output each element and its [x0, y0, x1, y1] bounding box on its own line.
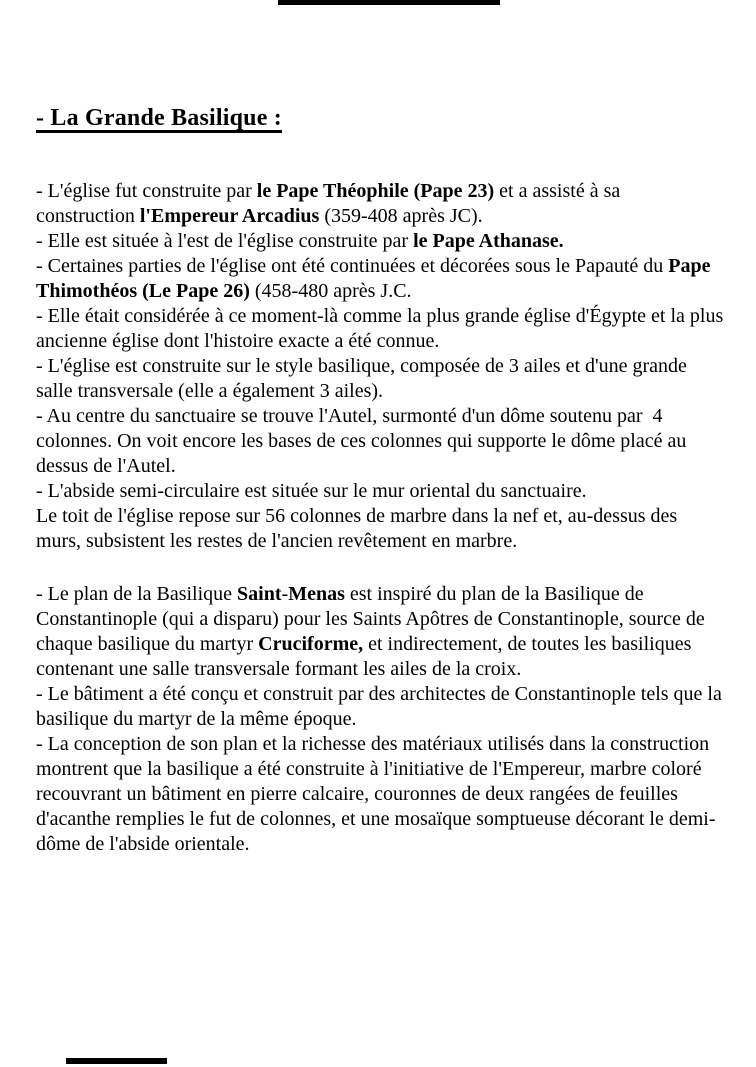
- bold-text-run: le Pape Athanase.: [413, 230, 564, 252]
- top-cutoff-rule: [278, 0, 500, 5]
- paragraph: [36, 254, 724, 304]
- document-heading: - La Grande Basilique :: [36, 105, 282, 131]
- text-run: - Le bâtiment a été conçu et construit par des architectes de Constantinople tels que la basilique du martyr de la même époque.: [36, 683, 727, 730]
- paragraph: [36, 582, 724, 682]
- text-run: - Le plan de la Basilique: [36, 583, 238, 605]
- bold-text-run: l'Empereur Arcadius: [139, 205, 320, 227]
- paragraph: [36, 404, 724, 479]
- text-run: - Au centre du sanctuaire se trouve l'Autel, surmonté d'un dôme soutenu par 4 colonnes. On voit encore les bases de ces colonnes qui supporte le dôme placé au dessus de l'Autel.: [36, 405, 692, 477]
- text-run: - L'église fut construite par: [36, 180, 257, 202]
- paragraph: [36, 229, 724, 254]
- text-run: et indirectement, de toutes les basiliques contenant une salle transversale formant les ailes de la croix.: [36, 633, 697, 680]
- text-run: Le toit de l'église repose sur 56 colonnes de marbre dans la nef et, au-dessus des murs, subsistent les restes de l'ancien revêtement en marbre.: [36, 505, 683, 552]
- text-run: - Certaines parties de l'église ont été continuées et décorées sous le Papauté du: [36, 255, 669, 277]
- bold-text-run: Saint: [237, 583, 282, 605]
- text-run: -: [281, 583, 289, 605]
- paragraph: [36, 504, 724, 554]
- paragraph: [36, 682, 727, 732]
- paragraph: [36, 354, 724, 404]
- bottom-cutoff-rule: [66, 1058, 167, 1064]
- paragraph: [36, 304, 729, 354]
- paragraph: [36, 732, 724, 857]
- text-run: et a assisté à sa construction: [36, 180, 626, 227]
- paragraphs: [36, 179, 729, 857]
- text-run: - L'église est construite sur le style basilique, composée de 3 ailes et d'une grande salle transversale (elle a également 3 ailes).: [36, 355, 692, 402]
- text-run: - Elle est située à l'est de l'église construite par: [36, 230, 414, 252]
- paragraph: [36, 479, 724, 504]
- text-run: - Elle était considérée à ce moment-là comme la plus grande église d'Égypte et la plus ancienne église dont l'histoire exacte a été connue.: [36, 305, 729, 352]
- paragraph: [36, 179, 724, 229]
- bold-text-run: Menas: [288, 583, 345, 605]
- text-run: (458-480 après J.C.: [249, 280, 412, 302]
- bold-text-run: Cruciforme,: [258, 633, 364, 655]
- text-run: est inspiré du plan de la Basilique de Constantinople (qui a disparu) pour les Saints Apôtres de Constantinople, source de chaque basilique du martyr: [36, 583, 710, 655]
- bold-text-run: le Pape Théophile (Pape 23): [256, 180, 495, 202]
- text-run: - L'abside semi-circulaire est située sur le mur oriental du sanctuaire.: [36, 480, 587, 502]
- bold-text-run: Pape Thimothéos (Le Pape 26): [36, 255, 716, 302]
- text-run: (359-408 après JC).: [319, 205, 483, 227]
- text-run: - La conception de son plan et la richesse des matériaux utilisés dans la construction montrent que la basilique a été construite à l'initiative de l'Empereur, marbre coloré recouvrant un bâtiment en pierre calcaire, couronnes de deux rangées de feuilles d'acanthe remplies le fut de colonnes, et une mosaïque somptueuse décorant le demi-dôme de l'abside orientale.: [36, 733, 716, 855]
